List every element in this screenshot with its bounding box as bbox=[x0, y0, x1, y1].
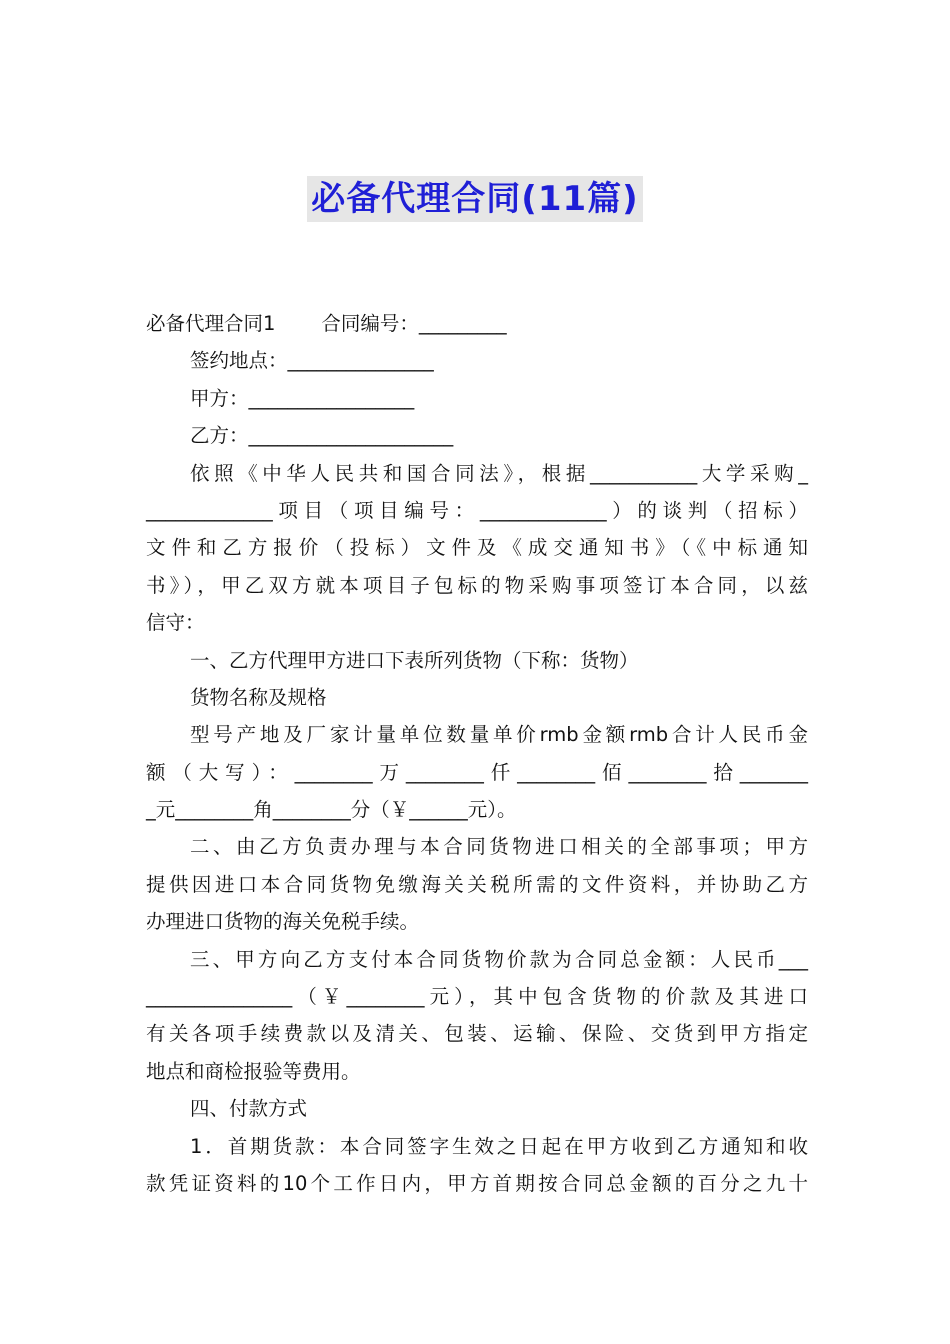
paragraph-line: 有关各项手续费款以及清关、包装、运输、保险、交货到甲方指定 bbox=[146, 1022, 808, 1046]
title-block bbox=[0, 176, 950, 222]
paragraph-line: 地点和商检报验等费用。 bbox=[146, 1059, 361, 1083]
paragraph-line: 信守： bbox=[146, 611, 205, 635]
contract-body bbox=[146, 305, 808, 1202]
document-title: 必备代理合同(11篇) bbox=[307, 176, 642, 222]
clause-3-line: 三、甲方向乙方支付本合同货物价款为合同总金额：人民币___ bbox=[190, 947, 808, 971]
clause-1-heading: 一、乙方代理甲方进口下表所列货物（下称：货物） bbox=[190, 648, 639, 672]
payment-clause-line: 1．首期货款：本合同签字生效之日起在甲方收到乙方通知和收 bbox=[190, 1134, 808, 1158]
paragraph-line: 办理进口货物的海关免税手续。 bbox=[146, 910, 420, 934]
paragraph-line: 书》），甲乙双方就本项目子包标的物采购事项签订本合同，以兹 bbox=[146, 573, 808, 597]
paragraph-line: _元________角________分（￥______元）。 bbox=[146, 798, 517, 822]
paragraph-line: 额（大写）：________万________仟________佰________拾_______ bbox=[146, 760, 808, 784]
paragraph-line: 款凭证资料的10个工作日内，甲方首期按合同总金额的百分之九十 bbox=[146, 1171, 808, 1195]
party-a-line: 甲方：_________________ bbox=[190, 386, 415, 410]
paragraph-line: 文件和乙方报价（投标）文件及《成交通知书》（《中标通知 bbox=[146, 536, 808, 560]
clause-2-line: 二、由乙方负责办理与本合同货物进口相关的全部事项；甲方 bbox=[190, 835, 808, 859]
contract-heading-line bbox=[146, 305, 808, 342]
paragraph-line: 型号产地及厂家计量单位数量单价rmb金额rmb合计人民币金 bbox=[190, 723, 808, 747]
paragraph-line: 依照《中华人民共和国合同法》，根据___________大学采购_ bbox=[190, 461, 808, 485]
contract-number-field: 合同编号：_________ bbox=[321, 312, 507, 335]
goods-name-line: 货物名称及规格 bbox=[190, 685, 327, 709]
party-b-line: 乙方：_____________________ bbox=[190, 424, 454, 448]
contract-name: 必备代理合同1 bbox=[146, 312, 276, 335]
paragraph-line: _____________项目（项目编号：_____________）的谈判（招标） bbox=[146, 498, 808, 522]
clause-4-heading: 四、付款方式 bbox=[190, 1097, 308, 1121]
paragraph-line: 提供因进口本合同货物免缴海关关税所需的文件资料，并协助乙方 bbox=[146, 872, 808, 896]
paragraph-line: _______________（￥________元），其中包含货物的价款及其进口 bbox=[146, 985, 808, 1009]
signing-place-line: 签约地点：_______________ bbox=[190, 349, 434, 373]
